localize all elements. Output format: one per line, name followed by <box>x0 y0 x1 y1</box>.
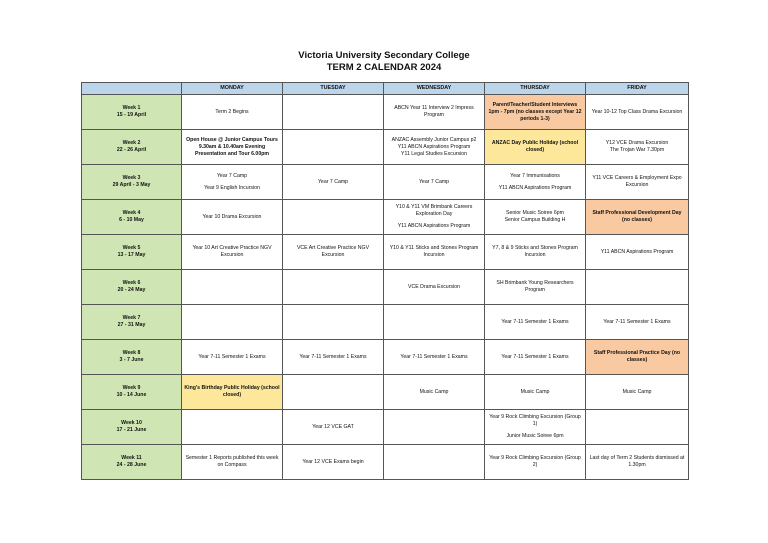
week-label: Week 11 <box>121 455 142 461</box>
thursday-cell: ANZAC Day Public Holiday (school closed) <box>485 130 586 165</box>
week-label: Week 6 <box>122 280 141 286</box>
friday-cell: Y11 ABCN Aspirations Program <box>586 235 689 270</box>
friday-cell <box>586 130 689 165</box>
thursday-cell: SH Brimbank Young Researchers Program <box>485 270 586 305</box>
week-cell <box>82 375 182 410</box>
monday-cell: Term 2 Begins <box>182 95 283 130</box>
wednesday-cell <box>384 200 485 235</box>
monday-cell <box>182 270 283 305</box>
tuesday-cell <box>283 305 384 340</box>
wednesday-cell <box>384 305 485 340</box>
event-line: Y11 ABCN Aspirations Program <box>397 223 471 229</box>
tuesday-cell <box>283 95 384 130</box>
week-row <box>82 130 689 165</box>
tuesday-cell: VCE Art Creative Practice NGV Excursion <box>283 235 384 270</box>
monday-cell <box>182 410 283 445</box>
monday-cell: Open House @ Junior Campus Tours 9.30am & 10.40am Evening Presentation and Tour 6.00pm <box>182 130 283 165</box>
header-monday: MONDAY <box>182 83 283 95</box>
week-row <box>82 200 689 235</box>
tuesday-cell <box>283 375 384 410</box>
week-label: Week 7 <box>122 315 141 321</box>
week-cell <box>82 340 182 375</box>
week-row <box>82 165 689 200</box>
thursday-cell: Year 9 Rock Climbing Excursion (Group 2) <box>485 445 586 480</box>
page-subtitle: TERM 2 CALENDAR 2024 <box>326 62 442 73</box>
monday-cell: Year 10 Drama Excursion <box>182 200 283 235</box>
event-line: Y12 VCE Drama Excursion <box>605 140 669 146</box>
wednesday-cell <box>384 410 485 445</box>
week-label: Week 5 <box>122 245 141 251</box>
event-line: Y11 ABCN Aspirations Program <box>397 143 471 150</box>
week-row <box>82 305 689 340</box>
week-cell <box>82 165 182 200</box>
week-row <box>82 410 689 445</box>
week-dates: 22 - 26 April <box>116 147 147 153</box>
friday-cell: Staff Professional Development Day (no classes) <box>586 200 689 235</box>
week-label: Week 8 <box>122 350 141 356</box>
friday-cell: Music Camp <box>586 375 689 410</box>
week-dates: 3 - 7 June <box>119 357 144 363</box>
friday-cell: Staff Professional Practice Day (no classes) <box>586 340 689 375</box>
friday-cell: Last day of Term 2 Students dismissed at 1.30pm <box>586 445 689 480</box>
week-cell <box>82 130 182 165</box>
monday-cell: Year 10 Art Creative Practice NGV Excursion <box>182 235 283 270</box>
event-line: Year 7 Camp <box>216 172 248 179</box>
event-line: Y10 & Y11 VM Brimbank Careers Exploration Day <box>395 204 473 217</box>
event-line: Senior Campus Building H <box>504 217 566 223</box>
wednesday-cell: Music Camp <box>384 375 485 410</box>
event-line: Year 9 English Incursion <box>204 184 260 191</box>
week-dates: 17 - 21 June <box>116 427 147 433</box>
thursday-cell: Y7, 8 & 9 Sticks and Stones Program Incursion <box>485 235 586 270</box>
week-dates: 27 - 31 May <box>117 322 146 328</box>
week-label: Week 3 <box>122 175 141 181</box>
week-label: Week 9 <box>122 385 141 391</box>
friday-cell: Year 7-11 Semester 1 Exams <box>586 305 689 340</box>
event-line: Y11 ABCN Aspirations Program <box>498 184 572 191</box>
week-row <box>82 95 689 130</box>
week-dates: 13 - 17 May <box>117 252 146 258</box>
tuesday-cell <box>283 200 384 235</box>
wednesday-cell: Year 7 Camp <box>384 165 485 200</box>
week-label: Week 10 <box>121 420 142 426</box>
week-dates: 10 - 14 June <box>116 392 147 398</box>
thursday-cell: Music Camp <box>485 375 586 410</box>
week-dates: 15 - 19 April <box>116 112 147 118</box>
header-thursday: THURSDAY <box>485 83 586 95</box>
week-label: Week 1 <box>122 105 141 111</box>
tuesday-cell: Year 12 VCE GAT <box>283 410 384 445</box>
week-dates: 29 April - 3 May <box>112 182 151 188</box>
event-line: Year 7 Immunisations <box>510 172 560 179</box>
monday-cell: Year 7-11 Semester 1 Exams <box>182 340 283 375</box>
week-row <box>82 340 689 375</box>
monday-cell: Semester 1 Reports published this week on Compass <box>182 445 283 480</box>
term-calendar-table <box>81 82 689 480</box>
event-line: ANZAC Assembly Junior Campus p2 <box>391 136 477 143</box>
week-row <box>82 235 689 270</box>
event-line: Y11 Legal Studies Excursion <box>401 150 467 157</box>
event-line: Senior Music Soiree 6pm <box>506 210 564 216</box>
week-row <box>82 375 689 410</box>
header-tuesday: TUESDAY <box>283 83 384 95</box>
week-cell <box>82 95 182 130</box>
wednesday-cell <box>384 445 485 480</box>
tuesday-cell <box>283 130 384 165</box>
thursday-cell <box>485 410 586 445</box>
wednesday-cell: VCE Drama Excursion <box>384 270 485 305</box>
wednesday-cell: Year 7-11 Semester 1 Exams <box>384 340 485 375</box>
week-label: Week 4 <box>122 210 141 216</box>
week-cell <box>82 270 182 305</box>
thursday-cell: Year 7-11 Semester 1 Exams <box>485 305 586 340</box>
header-week <box>82 83 182 95</box>
week-dates: 6 - 10 May <box>119 217 144 223</box>
thursday-cell: Parent/Teacher/Student Interviews 1pm - 7pm (no classes except Year 12 periods 1-3) <box>485 95 586 130</box>
header-friday: FRIDAY <box>586 83 689 95</box>
wednesday-cell: ABCN Year 11 Interview 2 Impress Program <box>384 95 485 130</box>
tuesday-cell: Year 7 Camp <box>283 165 384 200</box>
week-dates: 20 - 24 May <box>117 287 146 293</box>
event-line: Junior Music Soiree 6pm <box>506 433 564 439</box>
event-line: Year 9 Rock Climbing Excursion (Group 1) <box>489 414 581 427</box>
friday-cell <box>586 270 689 305</box>
monday-cell <box>182 165 283 200</box>
header-wednesday: WEDNESDAY <box>384 83 485 95</box>
week-cell <box>82 200 182 235</box>
week-dates: 24 - 28 June <box>116 462 147 468</box>
week-cell <box>82 235 182 270</box>
document-titles <box>0 50 768 74</box>
event-line: The Trojan War 7.30pm <box>609 147 665 153</box>
week-row <box>82 445 689 480</box>
tuesday-cell: Year 12 VCE Exams begin <box>283 445 384 480</box>
tuesday-cell: Year 7-11 Semester 1 Exams <box>283 340 384 375</box>
header-row <box>82 83 689 95</box>
wednesday-cell <box>384 130 485 165</box>
wednesday-cell: Y10 & Y11 Sticks and Stones Program Incursion <box>384 235 485 270</box>
week-cell <box>82 305 182 340</box>
week-cell <box>82 445 182 480</box>
monday-cell <box>182 305 283 340</box>
week-label: Week 2 <box>122 140 141 146</box>
page-title: Victoria University Secondary College <box>298 50 470 61</box>
week-cell <box>82 410 182 445</box>
thursday-cell <box>485 165 586 200</box>
thursday-cell <box>485 200 586 235</box>
friday-cell: Year 10-12 Top Class Drama Excursion <box>586 95 689 130</box>
friday-cell: Y11 VCE Careers & Employment Expo Excursion <box>586 165 689 200</box>
thursday-cell: Year 7-11 Semester 1 Exams <box>485 340 586 375</box>
tuesday-cell <box>283 270 384 305</box>
week-row <box>82 270 689 305</box>
friday-cell <box>586 410 689 445</box>
monday-cell: King's Birthday Public Holiday (school closed) <box>182 375 283 410</box>
